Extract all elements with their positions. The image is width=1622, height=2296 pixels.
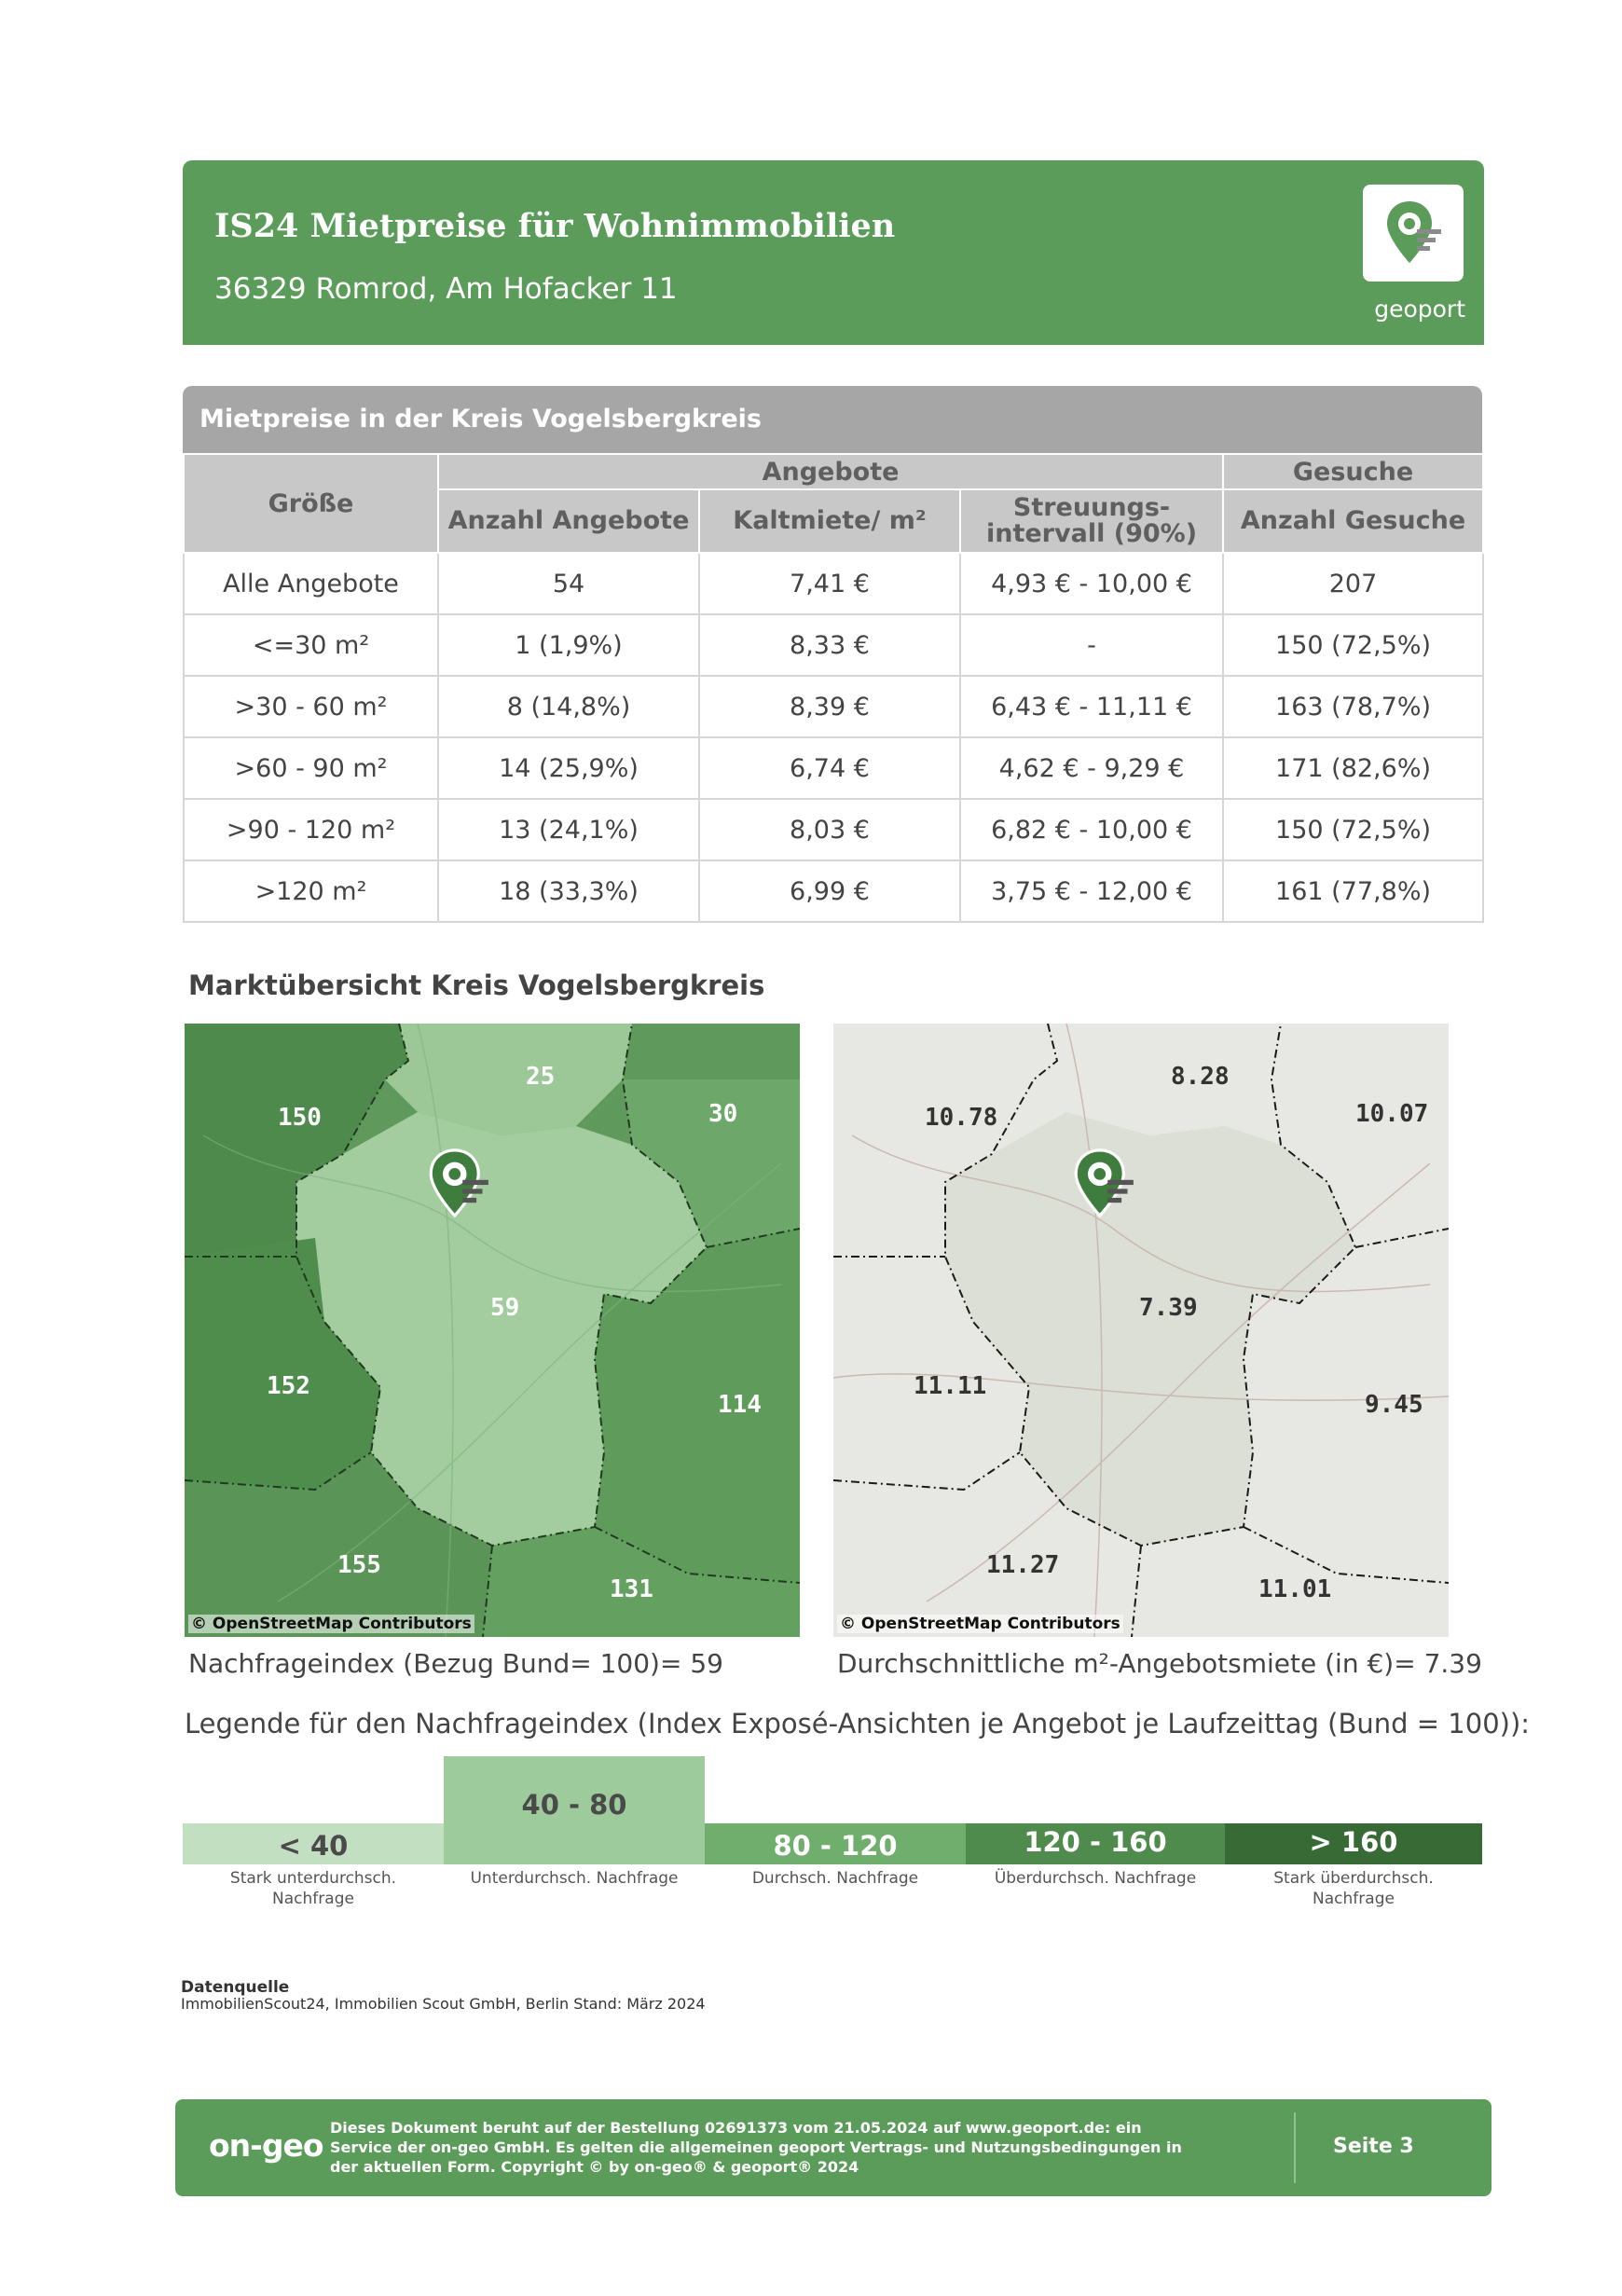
- header-count-offers: Anzahl Angebote: [438, 489, 699, 553]
- legend-desc-line1: Überdurchsch. Nachfrage: [994, 1869, 1197, 1888]
- demand-map-graphic: [185, 1024, 800, 1637]
- legend-desc: [966, 1868, 1225, 1889]
- footer-line: Service der on-geo GmbH. Es gelten die allgemeinen geoport Vertrags- und Nutzungsbedingungen in: [330, 2138, 1182, 2156]
- cell-count: 54: [438, 553, 699, 614]
- legend-item-very-high: [1225, 1823, 1482, 1864]
- table-row: [184, 799, 1483, 860]
- cell-spread: 4,93 € - 10,00 €: [960, 553, 1223, 614]
- location-pin-icon: [1383, 198, 1443, 268]
- map-label: 11.01: [1258, 1575, 1332, 1603]
- table-row: [184, 737, 1483, 799]
- location-pin-icon: [427, 1145, 490, 1223]
- cell-size: >30 - 60 m²: [184, 676, 438, 737]
- page-number: Seite 3: [1333, 2135, 1414, 2158]
- header-size: Größe: [184, 454, 438, 553]
- table-row: [184, 614, 1483, 676]
- map-label: 10.07: [1355, 1100, 1429, 1128]
- map-label: 11.27: [986, 1551, 1060, 1579]
- header-spread-line1: Streuungs-: [1012, 492, 1171, 522]
- cell-spread: -: [960, 614, 1223, 676]
- demand-map-caption: Nachfrageindex (Bezug Bund= 100)= 59: [188, 1648, 723, 1679]
- average-rent-map[interactable]: [833, 1024, 1449, 1637]
- table-row: [184, 676, 1483, 737]
- demand-index-map[interactable]: [185, 1024, 800, 1637]
- legend-desc: [183, 1868, 444, 1909]
- map-label: 114: [718, 1391, 762, 1419]
- legend-item-very-low: [183, 1823, 444, 1864]
- legend-desc-line1: Unterdurchsch. Nachfrage: [470, 1869, 679, 1888]
- cell-size: >90 - 120 m²: [184, 799, 438, 860]
- legend-item-high: [966, 1823, 1225, 1864]
- cell-size: <=30 m²: [184, 614, 438, 676]
- cell-rent: 6,74 €: [699, 737, 960, 799]
- cell-rent: 7,41 €: [699, 553, 960, 614]
- map-label: 8.28: [1171, 1063, 1230, 1091]
- cell-requests: 163 (78,7%): [1223, 676, 1483, 737]
- header-count-requests: Anzahl Gesuche: [1223, 489, 1483, 553]
- source-text: ImmobilienScout24, Immobilien Scout GmbH, Berlin Stand: März 2024: [181, 1995, 706, 2013]
- footer-line: Dieses Dokument beruht auf der Bestellung 02691373 vom 21.05.2024 auf www.geoport.de: ein: [330, 2119, 1142, 2137]
- table-row: [184, 553, 1483, 614]
- page-title: IS24 Mietpreise für Wohnimmobilien: [214, 207, 896, 245]
- cell-requests: 171 (82,6%): [1223, 737, 1483, 799]
- source-label: Datenquelle: [181, 1978, 290, 1997]
- footer-line: der aktuellen Form. Copyright © by on-geo® & geoport® 2024: [330, 2158, 859, 2176]
- cell-count: 13 (24,1%): [438, 799, 699, 860]
- cell-spread: 6,43 € - 11,11 €: [960, 676, 1223, 737]
- footer-legal-text: [330, 2118, 1225, 2177]
- header-offers: Angebote: [438, 454, 1223, 489]
- map-label: 59: [490, 1294, 520, 1322]
- cell-count: 8 (14,8%): [438, 676, 699, 737]
- osm-credit: © OpenStreetMap Contributors: [188, 1615, 474, 1633]
- header-cold-rent: Kaltmiete/ m²: [699, 489, 960, 553]
- cell-requests: 161 (77,8%): [1223, 860, 1483, 922]
- rent-table: [183, 386, 1482, 923]
- legend-range: 40 - 80: [521, 1789, 627, 1821]
- cell-rent: 8,39 €: [699, 676, 960, 737]
- legend-range: > 160: [1309, 1826, 1398, 1858]
- cell-requests: 150 (72,5%): [1223, 614, 1483, 676]
- geoport-logo: [1363, 185, 1464, 282]
- cell-count: 1 (1,9%): [438, 614, 699, 676]
- footer: [175, 2099, 1491, 2196]
- map-label: 10.78: [925, 1104, 998, 1132]
- legend-desc: [444, 1868, 705, 1889]
- map-label: 25: [526, 1063, 556, 1091]
- table-caption: Mietpreise in der Kreis Vogelsbergkreis: [183, 386, 1482, 453]
- cell-size: >60 - 90 m²: [184, 737, 438, 799]
- cell-count: 18 (33,3%): [438, 860, 699, 922]
- header-spread-line2: intervall (90%): [985, 519, 1198, 548]
- legend-range: < 40: [183, 1823, 444, 1864]
- map-label: 131: [610, 1575, 653, 1603]
- osm-credit: © OpenStreetMap Contributors: [837, 1615, 1123, 1633]
- legend-desc-line2: Nachfrage: [1313, 1890, 1395, 1908]
- cell-count: 14 (25,9%): [438, 737, 699, 799]
- map-label: 150: [278, 1104, 322, 1132]
- cell-rent: 8,03 €: [699, 799, 960, 860]
- legend-desc-line1: Stark unterdurchsch.: [229, 1869, 397, 1888]
- map-label: 11.11: [914, 1372, 987, 1400]
- legend-item-average: [705, 1823, 966, 1864]
- legend-title: Legende für den Nachfrageindex (Index Exposé-Ansichten je Angebot je Laufzeittag (Bund = 100)):: [185, 1708, 1531, 1739]
- cell-spread: 3,75 € - 12,00 €: [960, 860, 1223, 922]
- location-pin-icon: [1072, 1145, 1135, 1223]
- legend-desc-line1: Stark überdurchsch.: [1273, 1869, 1434, 1888]
- report-header: [183, 160, 1484, 345]
- legend-range: 120 - 160: [1024, 1826, 1167, 1858]
- on-geo-logo: on-geo: [209, 2127, 323, 2164]
- cell-requests: 150 (72,5%): [1223, 799, 1483, 860]
- legend-item-low: [444, 1756, 705, 1864]
- legend-desc: [1225, 1868, 1482, 1909]
- cell-spread: 4,62 € - 9,29 €: [960, 737, 1223, 799]
- property-address: 36329 Romrod, Am Hofacker 11: [214, 272, 678, 306]
- map-label: 155: [337, 1551, 381, 1579]
- legend-desc: [705, 1868, 966, 1889]
- cell-rent: 8,33 €: [699, 614, 960, 676]
- rent-map-caption: Durchschnittliche m²-Angebotsmiete (in €)= 7.39: [837, 1648, 1482, 1679]
- header-spread: [960, 489, 1223, 553]
- map-label: 152: [267, 1372, 310, 1400]
- cell-spread: 6,82 € - 10,00 €: [960, 799, 1223, 860]
- map-label: 7.39: [1139, 1294, 1198, 1322]
- legend-range: 80 - 120: [773, 1830, 898, 1862]
- footer-divider: [1294, 2112, 1296, 2183]
- cell-rent: 6,99 €: [699, 860, 960, 922]
- legend-desc-line2: Nachfrage: [272, 1890, 354, 1908]
- cell-size: Alle Angebote: [184, 553, 438, 614]
- header-requests: Gesuche: [1223, 454, 1483, 489]
- cell-requests: 207: [1223, 553, 1483, 614]
- legend-desc-line1: Durchsch. Nachfrage: [751, 1869, 919, 1888]
- cell-size: >120 m²: [184, 860, 438, 922]
- table-row: [184, 860, 1483, 922]
- map-label: 30: [708, 1100, 738, 1128]
- rent-price-table: [183, 453, 1484, 923]
- map-label: 9.45: [1365, 1391, 1423, 1419]
- market-overview-title: Marktübersicht Kreis Vogelsbergkreis: [188, 969, 765, 1001]
- geoport-logo-text: geoport: [1374, 296, 1465, 323]
